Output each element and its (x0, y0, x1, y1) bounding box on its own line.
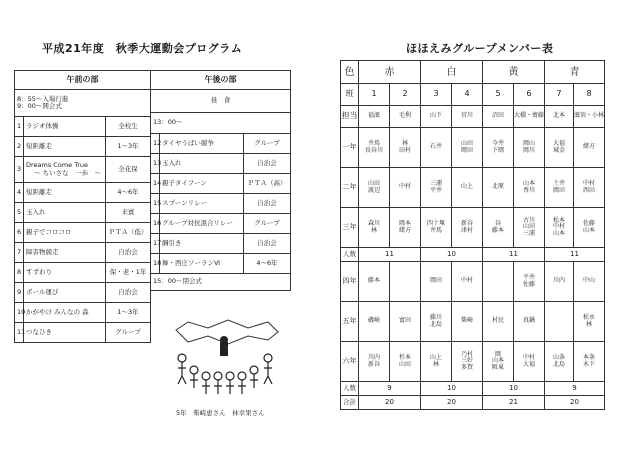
member-name: 川内 (552, 277, 565, 285)
event-participants: 来賓 (106, 203, 151, 223)
event-name (24, 223, 106, 243)
leader-label: 担当 (341, 106, 359, 128)
member-name: 中村 (522, 353, 535, 361)
member-name: 三浦 (522, 229, 535, 237)
member-name: 岡 (494, 350, 501, 358)
member-name: 林 (370, 226, 377, 234)
member-name: 緒方 (398, 226, 411, 234)
count2-value: 10 (483, 382, 545, 396)
group-number: 1 (359, 84, 390, 106)
event-number: 6 (15, 223, 24, 243)
grade-label: 四年 (341, 262, 359, 302)
member-name: 北島 (429, 320, 442, 328)
grade-label: 五年 (341, 302, 359, 342)
pm-start-time: 13：00～ (151, 113, 291, 134)
member-name: 佐藤 (582, 219, 595, 227)
pm-closing: 15：00～閉会式 (151, 274, 291, 291)
am-program-row (15, 203, 151, 223)
member-name: 田村 (398, 146, 411, 154)
member-names (421, 168, 452, 208)
member-name: 三浦 (429, 179, 442, 187)
member-name: 松本 (552, 216, 565, 224)
group-number: 8 (574, 84, 605, 106)
event-name-text: すずわり (26, 267, 53, 276)
grade-row (341, 302, 605, 342)
member-name: 土井 (552, 179, 565, 187)
member-names (574, 128, 605, 168)
member-names (359, 342, 390, 382)
event-number: 13 (151, 154, 160, 174)
member-name: 今井 (491, 139, 504, 147)
event-number: 3 (15, 157, 24, 183)
event-participants: グループ (106, 323, 151, 343)
color-label: 色 (341, 61, 359, 84)
event-name: 親子タイフーン (160, 174, 244, 194)
member-name: 長谷川 (364, 146, 383, 154)
member-name: 村民 (491, 317, 504, 325)
leader-name: 大橋・齋藤 (514, 106, 545, 128)
member-names (452, 302, 483, 342)
member-name: 北原 (491, 183, 504, 191)
member-names (514, 208, 545, 248)
event-name-text: かがやけ みんなの 森 (26, 307, 89, 316)
event-name: タイヤうばい競争 (160, 134, 244, 154)
am-program-row (15, 303, 151, 323)
member-name: 山本 (582, 226, 595, 234)
member-name: 新谷 (460, 219, 473, 227)
total-value: 21 (483, 396, 545, 410)
event-name (24, 243, 106, 263)
member-names (359, 262, 390, 302)
am-program-row (15, 283, 151, 303)
am-header: 午前の部 (15, 71, 151, 90)
am-program-row (15, 157, 151, 183)
member-names (514, 342, 545, 382)
member-name: 平井 (429, 186, 442, 194)
group-number: 4 (452, 84, 483, 106)
pm-program-row (151, 194, 291, 214)
member-name: 山本 (552, 229, 565, 237)
member-names (359, 128, 390, 168)
leader-name: 福濱 (359, 106, 390, 128)
member-name: 真鍋 (522, 317, 535, 325)
event-number: 17 (151, 234, 160, 254)
member-name: 井馬 (367, 139, 380, 147)
member-name: 山本 (491, 357, 504, 365)
member-names (574, 168, 605, 208)
member-names (390, 302, 421, 342)
count-label: 合計 (341, 396, 359, 410)
event-name-text: つなひき (26, 327, 52, 336)
am-program-row (15, 117, 151, 137)
group-number: 3 (421, 84, 452, 106)
member-name: 四十塚 (426, 219, 445, 227)
event-participants: 4～6年 (106, 183, 151, 203)
member-names (452, 128, 483, 168)
count-label: 人数 (341, 382, 359, 396)
member-name: 山上 (429, 353, 442, 361)
member-names (514, 302, 545, 342)
children-drawing-illustration (168, 318, 284, 408)
member-name: 中山 (582, 277, 595, 285)
event-number: 1 (15, 117, 24, 137)
member-name: 磯崎 (367, 317, 380, 325)
member-name: 中村 (460, 277, 473, 285)
event-number: 4 (15, 183, 24, 203)
member-names (452, 342, 483, 382)
event-number: 14 (151, 174, 160, 194)
member-name: 藤川 (429, 313, 442, 321)
event-number: 8 (15, 263, 24, 283)
member-name: 松永 (582, 313, 595, 321)
pm-lunch: 昼 食 (151, 90, 291, 113)
count1-value: 11 (545, 248, 605, 262)
event-name (24, 283, 106, 303)
member-names (421, 342, 452, 382)
event-name-text: Dreams Come True (26, 161, 89, 170)
event-name (24, 157, 106, 183)
member-name: 阪東 (491, 363, 504, 371)
grade-row (341, 128, 605, 168)
member-names (390, 262, 421, 302)
member-names (359, 168, 390, 208)
member-name: 柴崎 (460, 317, 473, 325)
member-name: 森川 (367, 219, 380, 227)
member-names (545, 262, 574, 302)
event-name-text: ラジオ体操 (26, 121, 59, 130)
leader-name: 沼田 (483, 106, 514, 128)
grade-label: 三年 (341, 208, 359, 248)
member-name: 林 (401, 139, 408, 147)
am-program-row (15, 263, 151, 283)
member-names (514, 168, 545, 208)
event-subtitle: ～ ちいさな 一歩 ～ (34, 168, 102, 177)
am-program-row (15, 223, 151, 243)
member-name: 本条 (582, 353, 595, 361)
event-participants: 自治会 (106, 283, 151, 303)
member-name: 木下 (582, 360, 595, 368)
member-name: 平井 (522, 273, 535, 281)
member-names (514, 128, 545, 168)
member-names (483, 208, 514, 248)
member-names (452, 168, 483, 208)
event-participants: グループ (244, 134, 291, 154)
member-name: 佐藤 (522, 280, 535, 288)
event-name: スプーンリレー (160, 194, 244, 214)
team-color: 白 (421, 61, 483, 84)
total-value: 20 (545, 396, 605, 410)
event-participants: ＰＴＡ（低） (106, 223, 151, 243)
member-names (483, 128, 514, 168)
member-name: 香川 (522, 186, 535, 194)
member-name: 古川 (522, 216, 535, 224)
member-name: 乃村 (460, 350, 473, 358)
group-table-title: ほほえみグループメンバー表 (406, 42, 554, 55)
grade-row (341, 342, 605, 382)
event-participants: グループ (244, 214, 291, 234)
event-number: 7 (15, 243, 24, 263)
member-name: 三好 (460, 357, 473, 365)
member-names (545, 208, 574, 248)
event-participants: 全校生 (106, 117, 151, 137)
leader-name: 毛利 (390, 106, 421, 128)
member-name: 中村 (398, 183, 411, 191)
event-participants: 自治会 (106, 243, 151, 263)
member-name: 杉本 (398, 353, 411, 361)
member-names (421, 302, 452, 342)
member-name: 林 (585, 320, 592, 328)
event-name: 舞・西庄ソーランⅥ (160, 254, 244, 274)
count-label: 人数 (341, 248, 359, 262)
event-number: 16 (151, 214, 160, 234)
event-number: 2 (15, 137, 24, 157)
pm-program-row (151, 234, 291, 254)
pm-program-row (151, 214, 291, 234)
leader-name: 宮川 (452, 106, 483, 128)
member-names (483, 302, 514, 342)
event-number: 5 (15, 203, 24, 223)
group-number: 7 (545, 84, 574, 106)
event-name (24, 183, 106, 203)
event-number: 10 (15, 303, 24, 323)
event-participants: 保・老・1年 (106, 263, 151, 283)
event-number: 11 (15, 323, 24, 343)
member-names (421, 262, 452, 302)
member-names (574, 262, 605, 302)
member-name: 山条 (552, 353, 565, 361)
leader-name: 濱須・小林 (574, 106, 605, 128)
event-participants: 1～3年 (106, 137, 151, 157)
total-value: 20 (421, 396, 483, 410)
member-names (514, 262, 545, 302)
member-names (359, 302, 390, 342)
event-participants: 4～6年 (244, 254, 291, 274)
leader-name: 北本 (545, 106, 574, 128)
member-name: 岡川 (522, 146, 535, 154)
am-program-row (15, 323, 151, 343)
am-program-row (15, 137, 151, 157)
pm-program-row (151, 174, 291, 194)
member-names (545, 342, 574, 382)
event-number: 9 (15, 283, 24, 303)
grade-label: 一年 (341, 128, 359, 168)
event-number: 15 (151, 194, 160, 214)
event-name-text: 障害物競走 (26, 247, 59, 256)
grade-row (341, 262, 605, 302)
event-name-text: 玉入れ (26, 207, 46, 216)
event-number: 12 (151, 134, 160, 154)
count2-value: 10 (421, 382, 483, 396)
member-name: 藤本 (491, 226, 504, 234)
event-name-text: 短距離走 (26, 141, 52, 150)
member-name: 岡本 (398, 219, 411, 227)
member-name: 岡山 (522, 139, 535, 147)
member-name: 岡田 (460, 146, 473, 154)
group-label: 班 (341, 84, 359, 106)
group-number: 6 (514, 84, 545, 106)
member-name: 岡田 (429, 277, 442, 285)
member-name: 川内 (367, 353, 380, 361)
am-opening: 8：55～入場行進 9：00～開会式 (15, 90, 151, 117)
event-participants: 自治会 (244, 234, 291, 254)
count2-value: 9 (545, 382, 605, 396)
event-name: 玉入れ (160, 154, 244, 174)
event-participants: 自治会 (244, 154, 291, 174)
member-name: 多賀 (460, 363, 473, 371)
member-names (390, 128, 421, 168)
member-names (390, 208, 421, 248)
grade-label: 六年 (341, 342, 359, 382)
pm-program-row (151, 254, 291, 274)
event-number: 18 (151, 254, 160, 274)
event-name (24, 323, 106, 343)
event-participants: 自治会 (244, 194, 291, 214)
member-names (421, 208, 452, 248)
event-name: グループ対抗混合リレー (160, 214, 244, 234)
drawing-caption: 5年 柴崎恵さん 林幸果さん (176, 409, 265, 417)
pm-header: 午後の部 (151, 71, 291, 90)
member-name: 山田 (398, 360, 411, 368)
event-name (24, 117, 106, 137)
member-name: 井馬 (429, 226, 442, 234)
grade-label: 二年 (341, 168, 359, 208)
grade-row (341, 208, 605, 248)
member-names (483, 168, 514, 208)
member-names (390, 168, 421, 208)
member-names (452, 262, 483, 302)
member-names (359, 208, 390, 248)
member-names (390, 342, 421, 382)
event-name (24, 137, 106, 157)
event-participants: ＰＴＡ（高） (244, 174, 291, 194)
team-color: 青 (545, 61, 605, 84)
count1-value: 10 (421, 248, 483, 262)
team-color: 黄 (483, 61, 545, 84)
count1-value: 11 (359, 248, 421, 262)
am-program-table (14, 70, 151, 343)
member-name: 新谷 (367, 360, 380, 368)
member-name: 林 (432, 360, 439, 368)
event-participants: 全花保 (106, 157, 151, 183)
member-name: 山田 (522, 223, 535, 231)
member-name: 山上 (460, 183, 473, 191)
member-names (545, 302, 574, 342)
member-name: 谷 (494, 219, 501, 227)
member-name: 緒方 (582, 143, 595, 151)
member-name: 北島 (552, 360, 565, 368)
member-names (421, 128, 452, 168)
member-name: 富田 (398, 317, 411, 325)
pm-program-row (151, 134, 291, 154)
group-member-table (340, 60, 605, 410)
member-name: 大福 (522, 360, 535, 368)
member-name: 藤本 (367, 277, 380, 285)
count1-value: 11 (483, 248, 545, 262)
member-names (574, 342, 605, 382)
member-name: 中村 (582, 179, 595, 187)
event-name (24, 203, 106, 223)
member-name: 津村 (460, 226, 473, 234)
pm-program-row (151, 154, 291, 174)
member-names (545, 128, 574, 168)
event-name (24, 263, 106, 283)
pm-program-table (150, 70, 291, 291)
member-name: 下岡 (491, 146, 504, 154)
member-name: 西田 (582, 186, 595, 194)
member-names (483, 262, 514, 302)
member-name: 山田 (460, 139, 473, 147)
member-names (574, 208, 605, 248)
group-number: 2 (390, 84, 421, 106)
member-name: 大福 (552, 139, 565, 147)
member-name: 城金 (552, 146, 565, 154)
grade-row (341, 168, 605, 208)
count2-value: 9 (359, 382, 421, 396)
team-color: 赤 (359, 61, 421, 84)
member-names (483, 342, 514, 382)
member-names (574, 302, 605, 342)
program-title: 平成21年度 秋季大運動会プログラム (42, 42, 243, 55)
event-participants: 1～3年 (106, 303, 151, 323)
member-name: 岡田 (552, 186, 565, 194)
group-number: 5 (483, 84, 514, 106)
am-program-row (15, 183, 151, 203)
member-name: 山田 (367, 179, 380, 187)
event-name-text: ボール運び (26, 287, 59, 296)
event-name: 綱引き (160, 234, 244, 254)
event-name (24, 303, 106, 323)
leader-name: 山下 (421, 106, 452, 128)
member-name: 山本 (522, 179, 535, 187)
am-program-row (15, 243, 151, 263)
member-name: 石井 (429, 143, 442, 151)
member-name: 中村 (552, 223, 565, 231)
event-name-text: 親子でコロコロ (26, 227, 72, 236)
member-name: 渡辺 (367, 186, 380, 194)
total-value: 20 (359, 396, 421, 410)
member-names (452, 208, 483, 248)
event-name-text: 短距離走 (26, 187, 52, 196)
member-names (545, 168, 574, 208)
